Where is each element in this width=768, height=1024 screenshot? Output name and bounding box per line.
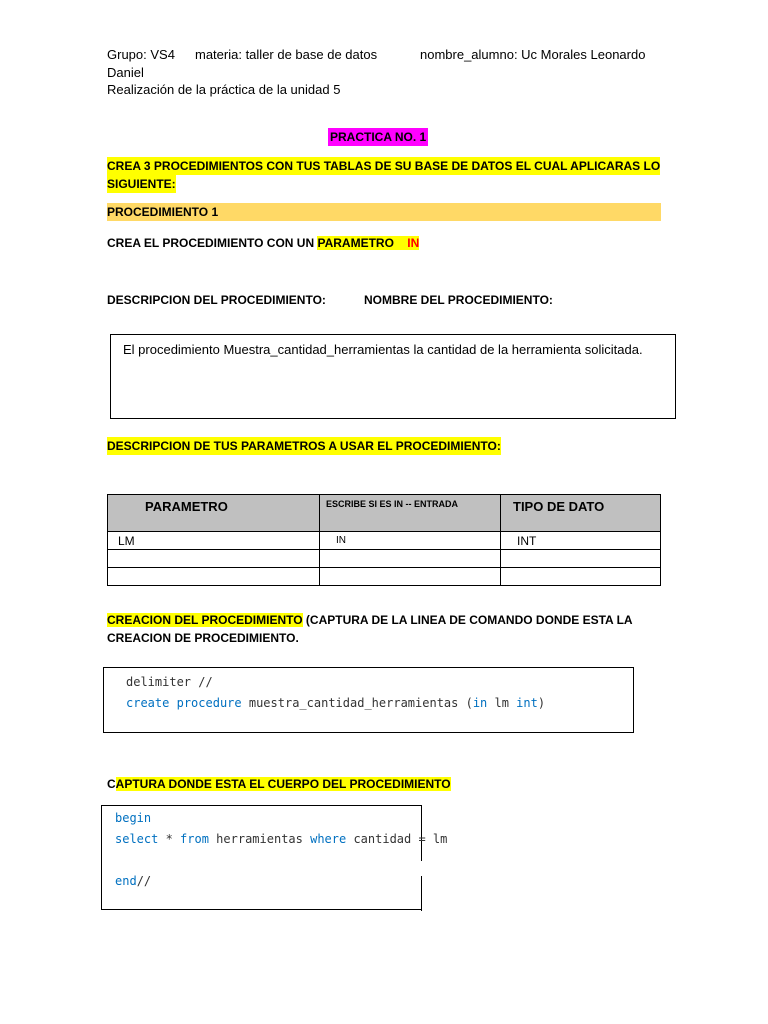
body-code-box: [101, 805, 448, 910]
subject-text: materia: taller de base de datos: [195, 47, 378, 62]
instruction-line-2: SIGUIENTE:: [107, 177, 176, 191]
procedure-label: PROCEDIMIENTO 1: [107, 205, 219, 219]
table-row: [108, 550, 661, 568]
cell-entrada: [320, 568, 501, 586]
student-name-text: nombre_alumno: Uc Morales Leonardo: [420, 47, 646, 62]
cell-tipo: [501, 550, 661, 568]
code-line-delimiter: delimiter //: [126, 675, 213, 689]
code-line-select: select * from herramientas where cantidad = lm: [115, 832, 448, 846]
cell-tipo: [501, 568, 661, 586]
cell-parametro: LM: [108, 532, 320, 550]
table-row: [108, 568, 661, 586]
procedure-heading-bar: [107, 203, 661, 221]
parametro-highlight: PARAMETRO: [317, 236, 394, 250]
description-label: DESCRIPCION DEL PROCEDIMIENTO:: [107, 293, 326, 307]
creation-heading-line-1: [107, 611, 633, 629]
creation-heading-line-2: CREACION DE PROCEDIMIENTO.: [107, 631, 299, 645]
code-line-begin: begin: [115, 811, 152, 825]
creation-code-box: [103, 667, 634, 733]
in-highlight: IN: [407, 236, 420, 250]
header-tipo: TIPO DE DATO: [501, 495, 661, 532]
student-name-continued: Daniel: [107, 65, 144, 80]
table-row: [108, 532, 661, 550]
create-instruction: [107, 234, 419, 252]
instruction-line-1: CREA 3 PROCEDIMIENTOS CON TUS TABLAS DE SU BASE DE DATOS EL CUAL APLICARAS LO: [107, 159, 661, 173]
realization-text: Realización de la práctica de la unidad 5: [107, 82, 341, 97]
code-line-create: create procedure muestra_cantidad_herramientas (in lm int): [126, 696, 546, 710]
table-header-row: [108, 495, 661, 532]
body-heading: [107, 775, 451, 793]
creation-highlight: CREACION DEL PROCEDIMIENTO: [107, 613, 303, 627]
practice-title: PRACTICA NO. 1: [330, 130, 427, 144]
params-table: [107, 494, 661, 586]
cell-entrada: IN: [320, 532, 501, 550]
cell-parametro: [108, 550, 320, 568]
body-heading-highlight: APTURA DONDE ESTA EL CUERPO DEL PROCEDIMIENTO: [115, 777, 451, 791]
cell-parametro: [108, 568, 320, 586]
creation-rest: (CAPTURA DE LA LINEA DE COMANDO DONDE ESTA LA: [302, 613, 633, 627]
header-parametro: PARAMETRO: [108, 495, 320, 532]
create-text: CREA EL PROCEDIMIENTO CON UN: [107, 236, 318, 250]
header-escribe: ESCRIBE SI ES IN -- ENTRADA: [320, 495, 501, 532]
description-text: El procedimiento Muestra_cantidad_herramientas la cantidad de la herramienta solicitada.: [123, 342, 643, 357]
cell-entrada: [320, 550, 501, 568]
group-text: Grupo: VS4: [107, 47, 175, 62]
cell-tipo: INT: [501, 532, 661, 550]
body-heading-first-letter: C: [107, 777, 116, 791]
params-heading: DESCRIPCION DE TUS PARAMETROS A USAR EL PROCEDIMIENTO:: [107, 439, 501, 453]
code-line-end: end//: [115, 874, 152, 888]
description-box: [110, 334, 676, 419]
name-label: NOMBRE DEL PROCEDIMIENTO:: [364, 293, 553, 307]
